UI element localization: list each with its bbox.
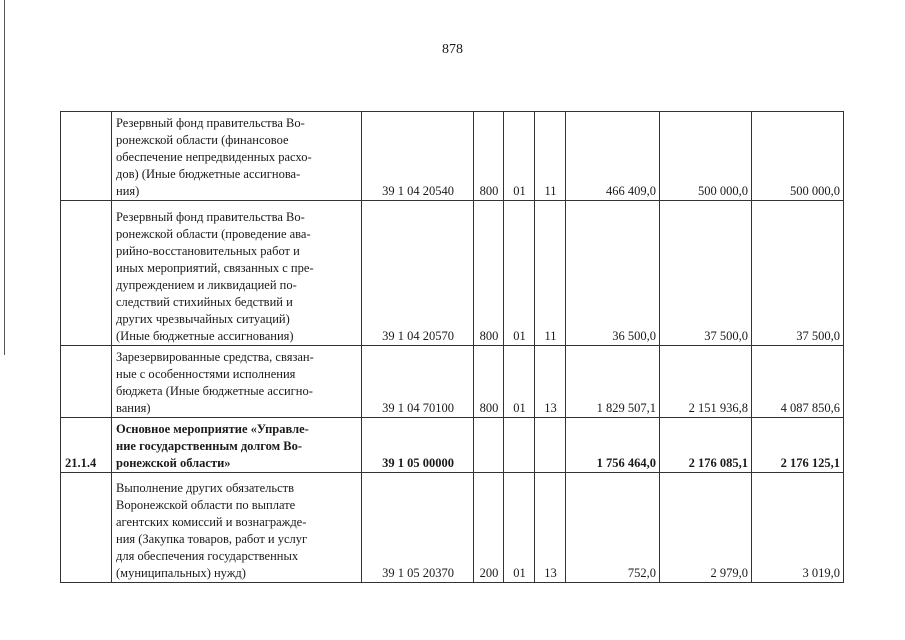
section-cell: 01	[504, 346, 535, 418]
row-number-cell: 21.1.4	[61, 418, 112, 473]
section-cell: 01	[504, 112, 535, 201]
row-name-line: (муниципальных) нужд)	[116, 566, 246, 580]
amount-year1-cell: 466 409,0	[566, 112, 660, 201]
section-cell: 01	[504, 473, 535, 583]
row-name-line: Зарезервированные средства, связан-	[116, 350, 314, 364]
amount-year2-cell: 2 151 936,8	[660, 346, 752, 418]
row-name-line: иных мероприятий, связанных с пре-	[116, 261, 314, 275]
amount-year3-cell: 2 176 125,1	[752, 418, 844, 473]
amount-year1-cell: 752,0	[566, 473, 660, 583]
page-number: 878	[442, 42, 463, 57]
table-row	[61, 473, 844, 583]
amount-year3-cell: 500 000,0	[752, 112, 844, 201]
row-name-line: Резервный фонд правительства Во-	[116, 116, 305, 130]
row-number-cell	[61, 346, 112, 418]
row-name-line: Резервный фонд правительства Во-	[116, 210, 305, 224]
row-name-cell	[112, 201, 362, 346]
amount-year2-cell: 37 500,0	[660, 201, 752, 346]
row-name-line: обеспечение непредвиденных расхо-	[116, 150, 312, 164]
row-name-line: бюджета (Иные бюджетные ассигно-	[116, 384, 313, 398]
expense-type-cell: 800	[474, 201, 504, 346]
row-name-line: ные с особенностями исполнения	[116, 367, 296, 381]
row-name-line: ронежской области (проведение ава-	[116, 227, 311, 241]
amount-year2-cell: 2 176 085,1	[660, 418, 752, 473]
row-name-line: рийно-восстановительных работ и	[116, 244, 300, 258]
row-name-line: следствий стихийных бедствий и	[116, 295, 293, 309]
row-name-line: агентских комиссий и вознагражде-	[116, 515, 307, 529]
row-number-cell	[61, 112, 112, 201]
amount-year2-cell: 500 000,0	[660, 112, 752, 201]
row-name-line: ронежской области»	[116, 456, 231, 470]
table-row	[61, 201, 844, 346]
amount-year3-cell: 3 019,0	[752, 473, 844, 583]
row-name-line: других чрезвычайных ситуаций)	[116, 312, 290, 326]
target-article-code-cell: 39 1 05 20370	[362, 473, 474, 583]
row-name-line: Основное мероприятие «Управле-	[116, 422, 309, 436]
row-name-line: ронежской области (финансовое	[116, 133, 289, 147]
row-name-cell	[112, 473, 362, 583]
row-name-cell	[112, 418, 362, 473]
table-row	[61, 418, 844, 473]
target-article-code-cell: 39 1 04 70100	[362, 346, 474, 418]
row-name-line: для обеспечения государственных	[116, 549, 299, 563]
row-name-line: (Иные бюджетные ассигнования)	[116, 329, 294, 343]
subsection-cell: 11	[535, 112, 566, 201]
row-number-cell	[61, 473, 112, 583]
row-number-cell	[61, 201, 112, 346]
target-article-code-cell: 39 1 05 00000	[362, 418, 474, 473]
expense-type-cell	[474, 418, 504, 473]
row-name-cell	[112, 346, 362, 418]
amount-year1-cell: 36 500,0	[566, 201, 660, 346]
table-row	[61, 346, 844, 418]
row-name-line: Воронежской области по выплате	[116, 498, 296, 512]
amount-year1-cell: 1 829 507,1	[566, 346, 660, 418]
amount-year3-cell: 4 087 850,6	[752, 346, 844, 418]
subsection-cell	[535, 418, 566, 473]
expense-type-cell: 800	[474, 112, 504, 201]
row-name-line: Выполнение других обязательств	[116, 481, 294, 495]
section-cell	[504, 418, 535, 473]
section-cell: 01	[504, 201, 535, 346]
amount-year2-cell: 2 979,0	[660, 473, 752, 583]
subsection-cell: 13	[535, 346, 566, 418]
budget-table	[60, 111, 844, 583]
amount-year3-cell: 37 500,0	[752, 201, 844, 346]
row-name-line: ния (Закупка товаров, работ и услуг	[116, 532, 308, 546]
subsection-cell: 13	[535, 473, 566, 583]
row-name-line: дов) (Иные бюджетные ассигнова-	[116, 167, 301, 181]
amount-year1-cell: 1 756 464,0	[566, 418, 660, 473]
row-name-line: ние государственным долгом Во-	[116, 439, 303, 453]
subsection-cell: 11	[535, 201, 566, 346]
budget-table-body	[61, 112, 844, 583]
row-name-cell	[112, 112, 362, 201]
row-name-line: ния)	[116, 184, 140, 198]
row-name-line: дупреждением и ликвидацией по-	[116, 278, 297, 292]
target-article-code-cell: 39 1 04 20570	[362, 201, 474, 346]
expense-type-cell: 200	[474, 473, 504, 583]
row-name-line: вания)	[116, 401, 151, 415]
target-article-code-cell: 39 1 04 20540	[362, 112, 474, 201]
expense-type-cell: 800	[474, 346, 504, 418]
table-row	[61, 112, 844, 201]
